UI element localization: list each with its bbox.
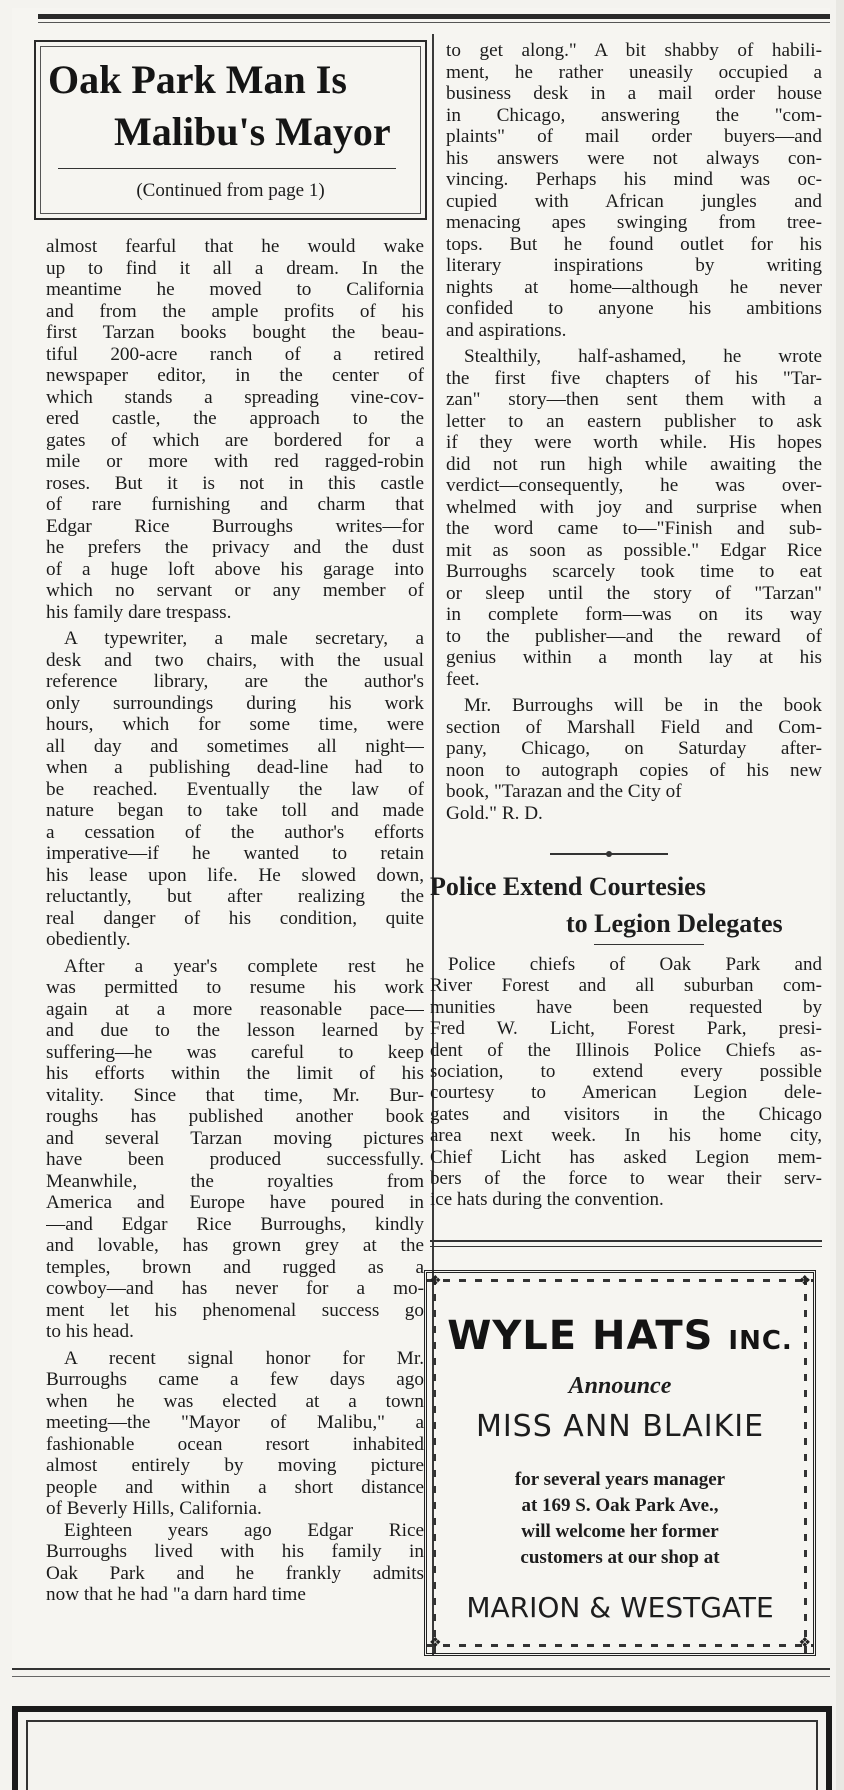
text-line: only surroundings during his work bbox=[46, 692, 424, 714]
ad-firm-suffix: INC. bbox=[728, 1326, 793, 1356]
text-line: Meanwhile, the royalties from bbox=[46, 1170, 424, 1192]
text-line: reference library, are the author's bbox=[46, 671, 424, 692]
text-line: of Beverly Hills, California. bbox=[46, 1498, 262, 1519]
text-line: business desk in a mail order house bbox=[446, 83, 822, 104]
text-line: pany, Chicago, on Saturday after- bbox=[446, 738, 822, 759]
text-line: of rare furnishing and charm that bbox=[46, 494, 424, 515]
text-line: America and Europe have poured in bbox=[46, 1192, 424, 1213]
text-line: which no servant or any member of bbox=[46, 580, 424, 601]
text-line: to his head. bbox=[46, 1321, 134, 1342]
police-paragraph bbox=[430, 954, 822, 1211]
book-title-end: Gold." bbox=[446, 802, 498, 824]
paragraph-typewriter bbox=[46, 628, 424, 951]
text-line: a cessation of the author's efforts bbox=[46, 821, 424, 843]
text-line: all day and sometimes all night— bbox=[46, 735, 424, 757]
text-line: and several Tarzan moving pictures bbox=[46, 1127, 424, 1149]
ornament-corner-icon: ❖ bbox=[429, 1274, 442, 1289]
text-line: ice hats during the convention. bbox=[430, 1189, 664, 1211]
text-line: River Forest and all suburban com- bbox=[430, 975, 822, 997]
bottom-rule-thin bbox=[12, 1676, 830, 1677]
text-line: real danger of his condition, quite bbox=[46, 907, 424, 929]
police-article-body bbox=[430, 954, 822, 1211]
text-line: the first five chapters of his "Tar- bbox=[446, 367, 822, 389]
text-line: area next week. In his home city, bbox=[430, 1125, 822, 1147]
text-line: cowboy—and has never for a mo- bbox=[46, 1278, 424, 1299]
top-rule bbox=[38, 14, 830, 19]
text-line: again at a more reasonable pace— bbox=[46, 998, 424, 1020]
text-line: Burroughs lived with his family in bbox=[46, 1541, 424, 1562]
police-headline-2: to Legion Delegates bbox=[566, 909, 783, 938]
top-rule-thin bbox=[38, 22, 830, 23]
text-line: first Tarzan books bought the beau- bbox=[46, 322, 424, 343]
text-line: his lease upon life. He slowed down, bbox=[46, 864, 424, 886]
ornament-corner-icon: ❖ bbox=[429, 1636, 442, 1651]
text-line: meeting—the "Mayor of Malibu," a bbox=[46, 1412, 424, 1433]
text-line: confided to anyone his ambitions bbox=[446, 298, 822, 319]
ad-separator-thin bbox=[430, 1246, 822, 1247]
bottom-rule bbox=[12, 1668, 830, 1670]
text-line: and lovable, has grown grey at the bbox=[46, 1235, 424, 1256]
text-line: his efforts within the limit of his bbox=[46, 1063, 424, 1084]
police-headline-rule bbox=[594, 944, 704, 945]
text-line: gates and visitors in the Chicago bbox=[430, 1103, 822, 1125]
text-line: Chief Licht has asked Legion mem- bbox=[430, 1146, 822, 1168]
text-line: in Chicago, answering the "com- bbox=[446, 104, 822, 126]
ad-body-line: customers at our shop at bbox=[520, 1547, 720, 1568]
text-line: and due to the lesson learned by bbox=[46, 1020, 424, 1041]
text-line: imperative—if he wanted to retain bbox=[46, 843, 424, 864]
text-line: section of Marshall Field and Com- bbox=[446, 716, 822, 738]
text-line: fashionable ocean resort inhabited bbox=[46, 1433, 424, 1455]
text-line: desk and two chairs, with the usual bbox=[46, 649, 424, 671]
text-line: zan" story—then sent them with a bbox=[446, 389, 822, 410]
next-article-frame-inner bbox=[26, 1720, 818, 1790]
text-line: vincing. Perhaps his mind was oc- bbox=[446, 169, 822, 190]
text-line: —and Edgar Rice Burroughs, kindly bbox=[46, 1213, 424, 1235]
article-column-right bbox=[446, 40, 822, 824]
text-line: obediently. bbox=[46, 929, 131, 950]
text-line: when a publishing dead-line had to bbox=[46, 757, 424, 778]
text-line: Police chiefs of Oak Park and bbox=[448, 954, 822, 975]
ad-announce: Announce bbox=[568, 1373, 672, 1399]
headline-rule bbox=[58, 168, 396, 169]
text-line: newspaper editor, in the center of bbox=[46, 365, 424, 386]
text-line: nights at home—although he never bbox=[446, 276, 822, 298]
text-line: and aspirations. bbox=[446, 319, 567, 341]
text-line: or sleep until the story of "Tarzan" bbox=[446, 582, 822, 604]
text-line: dent of the Illinois Police Chiefs as- bbox=[430, 1039, 822, 1061]
text-line: his family dare trespass. bbox=[46, 601, 232, 623]
text-line: literary inspirations by writing bbox=[446, 255, 822, 276]
text-line: did not run high while awaiting the bbox=[446, 453, 822, 475]
text-line: ered castle, the approach to the bbox=[46, 408, 424, 429]
text-line: Oak Park and he frankly admits bbox=[46, 1562, 424, 1584]
text-line: he prefers the privacy and the dust bbox=[46, 537, 424, 558]
text-line: almost entirely by moving picture bbox=[46, 1455, 424, 1476]
headline-line-1: Oak Park Man Is bbox=[48, 57, 347, 102]
text-line: plaints" of mail order buyers—and bbox=[446, 126, 822, 147]
text-line: which stands a spreading vine-cov- bbox=[46, 386, 424, 408]
paragraph-last-line bbox=[446, 803, 822, 825]
text-line: roughs has published another book bbox=[46, 1106, 424, 1127]
paragraph-eighteen-years bbox=[46, 1520, 424, 1606]
text-line: Fred W. Licht, Forest Park, presi- bbox=[430, 1018, 822, 1040]
text-line: mit as soon as possible." Edgar Rice bbox=[446, 539, 822, 561]
author-initials: R. D. bbox=[501, 802, 543, 824]
ad-person-name: MISS ANN BLAIKIE bbox=[475, 1409, 765, 1444]
ad-body-line: at 169 S. Oak Park Ave., bbox=[521, 1495, 719, 1516]
page-edge bbox=[836, 0, 844, 1790]
ornament-corner-icon: ❖ bbox=[798, 1274, 811, 1289]
text-line: A recent signal honor for Mr. bbox=[64, 1347, 424, 1369]
text-line: nature began to take toll and made bbox=[46, 800, 424, 821]
text-line: the word came to—"Finish and sub- bbox=[446, 518, 822, 539]
text-line: now that he had "a darn hard time bbox=[46, 1584, 306, 1605]
ad-body-line: for several years manager bbox=[514, 1469, 726, 1490]
text-line: temples, brown and rugged as a bbox=[46, 1256, 424, 1278]
text-line: and from the ample profits of his bbox=[46, 300, 424, 322]
text-line: was permitted to resume his work bbox=[46, 977, 424, 998]
ad-body-line: will welcome her former bbox=[521, 1521, 719, 1542]
text-line: be reached. Eventually the law of bbox=[46, 778, 424, 800]
paragraph-rest bbox=[46, 956, 424, 1343]
text-line: hours, which for some time, were bbox=[46, 714, 424, 735]
text-line: Edgar Rice Burroughs writes—for bbox=[46, 515, 424, 537]
text-line: tops. But he found outlet for his bbox=[446, 233, 822, 255]
text-line: menacing apes swinging from tree- bbox=[446, 212, 822, 233]
continued-note: (Continued from page 1) bbox=[136, 180, 325, 201]
text-line: letter to an eastern publisher to ask bbox=[446, 410, 822, 432]
text-line: mile or more with red ragged-robin bbox=[46, 451, 424, 472]
text-line: gates of which are bordered for a bbox=[46, 429, 424, 451]
police-headline-1: Police Extend Courtesies bbox=[430, 872, 706, 901]
text-line: After a year's complete rest he bbox=[64, 955, 424, 977]
text-line: to get along." A bit shabby of habili- bbox=[446, 40, 822, 61]
ad-firm-main: WYLE HATS bbox=[447, 1313, 714, 1359]
article-column-left bbox=[46, 236, 424, 1606]
text-line: people and within a short distance bbox=[46, 1476, 424, 1498]
text-line: Eighteen years ago Edgar Rice bbox=[64, 1519, 424, 1541]
ad-separator-thick bbox=[430, 1240, 822, 1242]
text-line: sociation, to extend every possible bbox=[430, 1060, 822, 1082]
text-line: Mr. Burroughs will be in the book bbox=[464, 695, 822, 716]
paragraph-book-signing bbox=[446, 695, 822, 803]
text-line: munities have been requested by bbox=[430, 996, 822, 1018]
text-line: A typewriter, a male secretary, a bbox=[64, 628, 424, 649]
wyle-hats-advertisement bbox=[424, 1270, 816, 1656]
text-line: whelmed with joy and surprise when bbox=[446, 496, 822, 518]
text-line: his answers were not always con- bbox=[446, 147, 822, 169]
text-line: have been produced successfully. bbox=[46, 1149, 424, 1170]
text-line: ment let his phenomenal success go bbox=[46, 1299, 424, 1321]
text-line: Burroughs scarcely took time to eat bbox=[446, 561, 822, 582]
text-line: meantime he moved to California bbox=[46, 279, 424, 300]
paragraph-stealthily bbox=[446, 346, 822, 690]
paragraph-ranch bbox=[46, 236, 424, 623]
paragraph-shabby bbox=[446, 40, 822, 341]
text-line: genius within a month lay at his bbox=[446, 647, 822, 668]
text-line: when he was elected at a town bbox=[46, 1390, 424, 1412]
text-line: noon to autograph copies of his new bbox=[446, 759, 822, 781]
text-line: if they were worth while. His hopes bbox=[446, 432, 822, 453]
headline-box bbox=[34, 40, 427, 220]
text-line: to the publisher—and the reward of bbox=[446, 625, 822, 647]
text-line: tiful 200-acre ranch of a retired bbox=[46, 343, 424, 365]
ad-address: MARION & WESTGATE bbox=[466, 1591, 774, 1624]
text-line: cupied with African jungles and bbox=[446, 190, 822, 212]
ad-body-text bbox=[427, 1467, 813, 1571]
headline-line-2: Malibu's Mayor bbox=[114, 109, 391, 154]
text-line: ment, he rather uneasily occupied a bbox=[446, 61, 822, 83]
ornament-corner-icon: ❖ bbox=[798, 1636, 811, 1651]
paragraph-mayor bbox=[46, 1348, 424, 1520]
text-line: in complete form—was on its way bbox=[446, 604, 822, 625]
text-line: Stealthily, half-ashamed, he wrote bbox=[464, 346, 822, 367]
text-line: roses. But it is not in this castle bbox=[46, 472, 424, 494]
text-line: bers of the force to wear their serv- bbox=[430, 1167, 822, 1189]
text-line: suffering—he was careful to keep bbox=[46, 1041, 424, 1063]
next-article-frame bbox=[12, 1706, 832, 1790]
ad-firm-name bbox=[427, 1313, 813, 1359]
text-line: reluctantly, but after realizing the bbox=[46, 886, 424, 907]
text-line: Burroughs came a few days ago bbox=[46, 1369, 424, 1390]
text-line: courtesy to American Legion dele- bbox=[430, 1082, 822, 1104]
text-line: feet. bbox=[446, 668, 480, 690]
article-end-dash bbox=[550, 853, 668, 855]
text-line: vitality. Since that time, Mr. Bur- bbox=[46, 1084, 424, 1106]
text-line: almost fearful that he would wake bbox=[46, 236, 424, 257]
text-line: up to find it all a dream. In the bbox=[46, 257, 424, 279]
text-line: verdict—consequently, he was over- bbox=[446, 475, 822, 496]
text-line: of a huge loft above his garage into bbox=[46, 558, 424, 580]
text-line: book, "Tarazan and the City of bbox=[446, 781, 682, 802]
